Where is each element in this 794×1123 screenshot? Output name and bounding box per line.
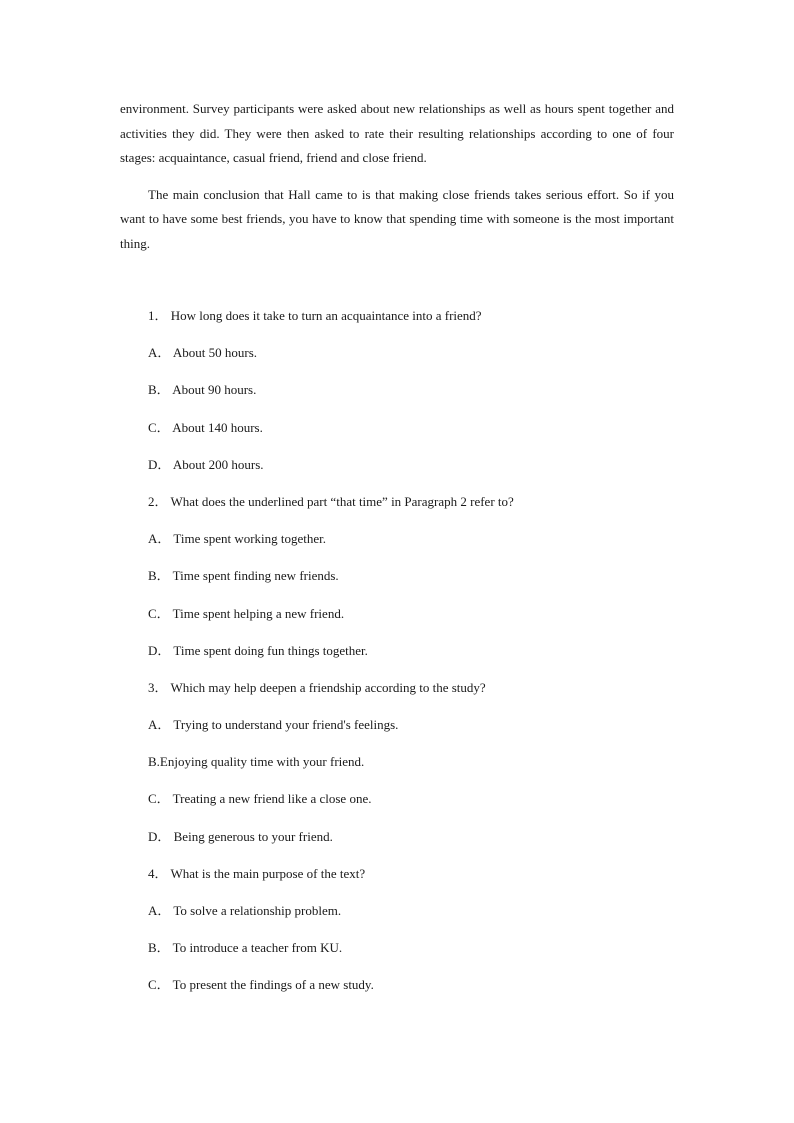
- reading-passage: [120, 97, 674, 256]
- answer-option: B.Enjoying quality time with your friend.: [148, 754, 365, 770]
- answer-option: A． To solve a relationship problem.: [148, 903, 342, 918]
- answer-option: A． About 50 hours.: [148, 345, 258, 361]
- answer-option: C． To present the findings of a new study.: [148, 977, 374, 993]
- answer-option: D． Time spent doing fun things together.: [148, 642, 368, 658]
- answer-option: A． Time spent working together.: [148, 531, 327, 547]
- answer-option: C． Treating a new friend like a close one.: [148, 791, 372, 807]
- answer-option: A． Trying to understand your friend's feelings.: [148, 717, 399, 733]
- answer-option: B． About 90 hours.: [148, 382, 257, 398]
- question-stem: 4． What is the main purpose of the text?: [148, 865, 366, 881]
- answer-option: D． Being generous to your friend.: [148, 828, 333, 844]
- answer-option: B． To introduce a teacher from KU.: [148, 940, 343, 956]
- passage-paragraph: The main conclusion that Hall came to is that making close friends takes serious effort. So if you want to have some best friends, you have to know that spending time with someone is the most important thing.: [120, 186, 674, 251]
- answer-option: C． About 140 hours.: [148, 419, 263, 435]
- question-list: [148, 305, 688, 1012]
- answer-option: B． Time spent finding new friends.: [148, 568, 339, 584]
- question-stem: 3． Which may help deepen a friendship according to the study?: [148, 679, 486, 695]
- passage-paragraph: environment. Survey participants were asked about new relationships as well as hours spent together and activities they did. They were then asked to rate their resulting relationships according to one of four stages: acquaintance, casual friend, friend and close friend.: [120, 101, 674, 165]
- question-stem: 1． How long does it take to turn an acquaintance into a friend?: [148, 308, 482, 323]
- answer-option: C． Time spent helping a new friend.: [148, 605, 345, 621]
- question-stem: 2． What does the underlined part “that time” in Paragraph 2 refer to?: [148, 493, 514, 509]
- answer-option: D． About 200 hours.: [148, 456, 264, 472]
